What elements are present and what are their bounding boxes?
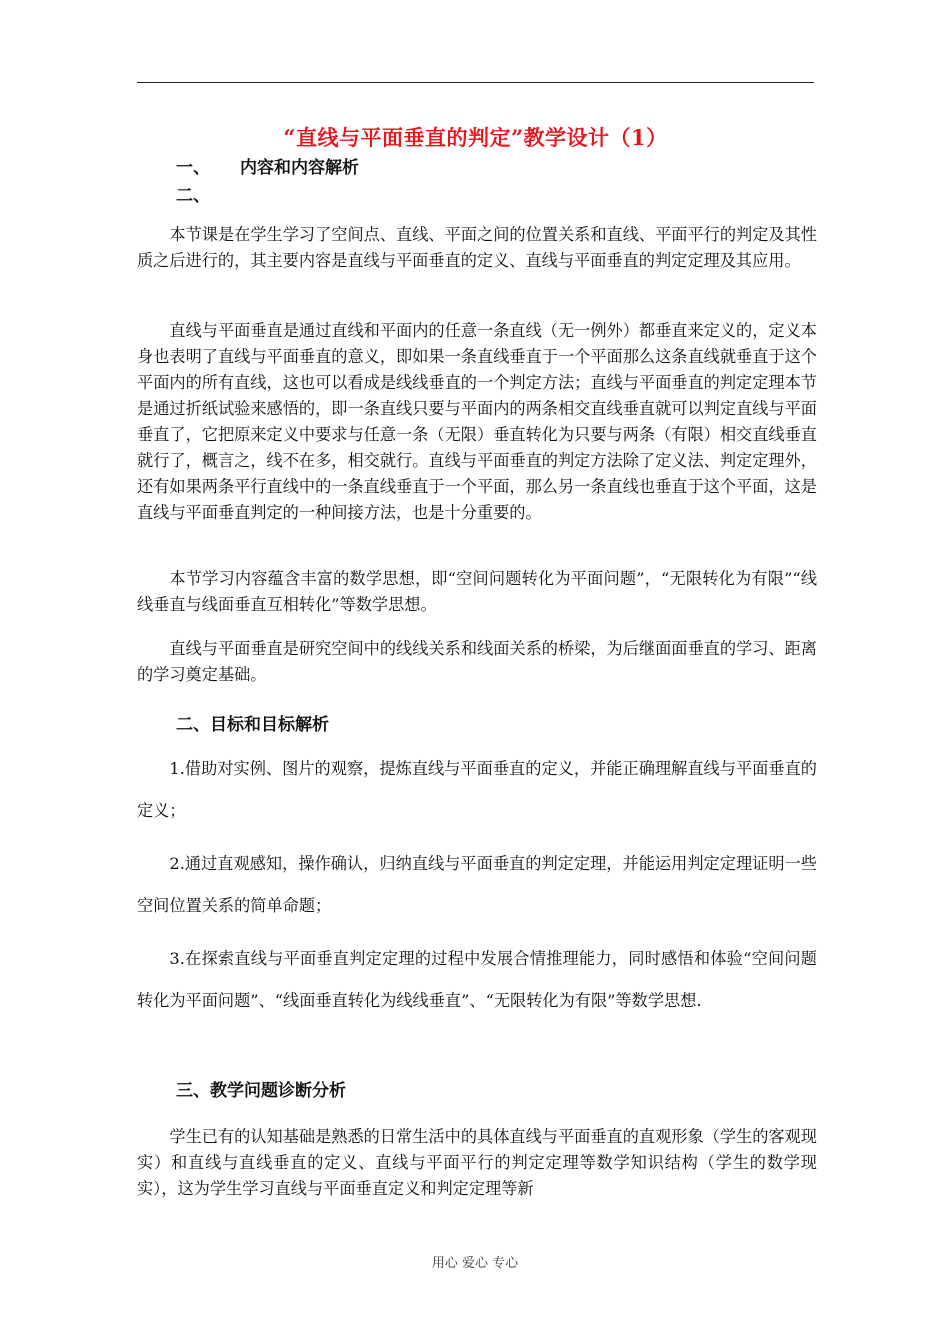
section-heading-3: 三、教学问题诊断分析 [176, 1081, 346, 1101]
section-label: 内容和内容解析 [240, 158, 359, 178]
goal-item: 2.通过直观感知，操作确认，归纳直线与平面垂直的判定定理，并能运用判定定理证明一些空间位置关系的简单命题； [137, 854, 817, 915]
paragraph: 直线与平面垂直是研究空间中的线线关系和线面关系的桥梁，为后继面面垂直的学习、距离的学习奠定基础。 [137, 639, 817, 684]
page-footer: 用心 爱心 专心 [431, 1256, 519, 1271]
section-heading-1 [176, 153, 359, 178]
goal-item: 3.在探索直线与平面垂直判定定理的过程中发展合情推理能力，同时感悟和体验“空间问题转化为平面问题”、“线面垂直转化为线线垂直”、“无限转化为有限”等数学思想. [137, 949, 817, 1010]
section-number: 二、 [176, 186, 210, 206]
section-heading-1b [176, 181, 240, 206]
paragraph: 学生已有的认知基础是熟悉的日常生活中的具体直线与平面垂直的直观形象（学生的客观现实）和直线与直线垂直的定义、直线与平面平行的判定定理等数学知识结构（学生的数学现实），这为学生学习直线与平面垂直定义和判定定理等新 [137, 1127, 817, 1198]
section-number: 一、 [176, 158, 210, 178]
paragraph: 本节课是在学生学习了空间点、直线、平面之间的位置关系和直线、平面平行的判定及其性质之后进行的，其主要内容是直线与平面垂直的定义、直线与平面垂直的判定定理及其应用。 [137, 225, 817, 270]
paragraph: 直线与平面垂直是通过直线和平面内的任意一条直线（无一例外）都垂直来定义的，定义本身也表明了直线与平面垂直的意义，即如果一条直线垂直于一个平面那么这条直线就垂直于这个平面内的所有直线，这也可以看成是线线垂直的一个判定方法；直线与平面垂直的判定定理本节是通过折纸试验来感悟的，即一条直线只要与平面内的两条相交直线垂直就可以判定直线与平面垂直了，它把原来定义中要求与任意一条（无限）垂直转化为只要与两条（有限）相交直线垂直就行了，概言之，线不在多，相交就行。直线与平面垂直的判定方法除了定义法、判定定理外，还有如果两条平行直线中的一条直线垂直于一个平面，那么另一条直线也垂直于这个平面，这是直线与平面垂直判定的一种间接方法，也是十分重要的。 [137, 321, 817, 522]
document-title: “直线与平面垂直的判定”教学设计（1） [283, 125, 668, 150]
paragraph: 本节学习内容蕴含丰富的数学思想，即“空间问题转化为平面问题”，“无限转化为有限”“线线垂直与线面垂直互相转化”等数学思想。 [137, 569, 817, 614]
goal-item: 1.借助对实例、图片的观察，提炼直线与平面垂直的定义，并能正确理解直线与平面垂直的定义； [137, 759, 817, 820]
header-rule [137, 82, 814, 83]
section-heading-2: 二、目标和目标解析 [176, 715, 329, 735]
